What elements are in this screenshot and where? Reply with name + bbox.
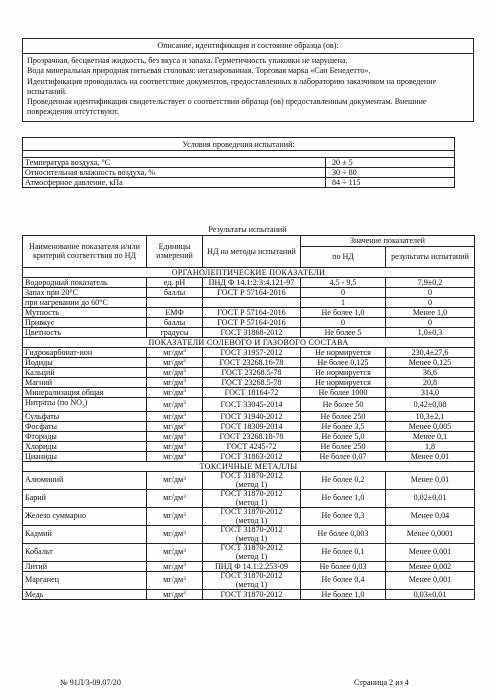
indicator-name [23, 277, 147, 287]
result-value: 10,3±2,1 [386, 412, 475, 422]
norm-value: Не более 1,0 [301, 590, 386, 600]
unit-superscript: 3 [183, 357, 186, 364]
unit-cell [147, 590, 203, 600]
unit-text: мг/дм [163, 475, 184, 485]
table-row [23, 367, 475, 377]
section-header-row [23, 462, 475, 472]
indicator-name [23, 442, 147, 452]
indicator-name [23, 397, 147, 412]
method-note: (метод 1) [235, 533, 268, 543]
unit-text: мг/дм [163, 422, 184, 432]
indicator-name-text: Магний [25, 377, 53, 387]
table-row [23, 432, 475, 442]
norm-value: Не более 250 [301, 442, 386, 452]
indicator-name [23, 590, 147, 600]
unit-cell [147, 562, 203, 572]
norm-value: Не более 0,3 [301, 508, 386, 526]
indicator-name-text: Запах при 20°С [25, 287, 78, 297]
indicator-name [23, 287, 147, 297]
table-row [23, 442, 475, 452]
method-cell [203, 432, 301, 442]
table-row [23, 317, 475, 327]
unit-cell [147, 327, 203, 337]
method-cell [203, 297, 301, 307]
result-value: 230,4±27,6 [386, 347, 475, 357]
indicator-name [23, 544, 147, 562]
unit-superscript: 3 [183, 512, 186, 519]
unit-text: мг/дм [163, 412, 184, 422]
norm-value: 1 [301, 297, 386, 307]
method-cell [203, 412, 301, 422]
norm-value: Не нормируется [301, 367, 386, 377]
indicator-name-text: Хлориды [25, 442, 57, 452]
method-text: ГОСТ 23268.16-78 [219, 357, 284, 367]
result-value: 0,02±0,01 [386, 490, 475, 508]
indicator-name-text: Цветность [25, 327, 62, 337]
table-row [23, 287, 475, 297]
result-value: 314,0 [386, 387, 475, 397]
table-row [23, 562, 475, 572]
method-text: ГОСТ 23268.5-78 [221, 377, 282, 387]
table-row [23, 387, 475, 397]
unit-text: ед. pH [163, 277, 186, 287]
method-cell [203, 327, 301, 337]
section-header-row [23, 337, 475, 347]
unit-text: баллы [163, 317, 186, 327]
unit-cell [147, 297, 203, 307]
table-row [23, 412, 475, 422]
table-row [23, 347, 475, 357]
unit-superscript: 3 [183, 576, 186, 583]
method-note: (метод 1) [235, 479, 268, 489]
unit-cell [147, 307, 203, 317]
table-row [23, 357, 475, 367]
unit-text: мг/дм [163, 590, 184, 600]
unit-text: мг/дм [163, 562, 184, 572]
unit-superscript: 3 [183, 422, 186, 429]
indicator-name-text: Фосфаты [25, 422, 57, 432]
unit-superscript: 3 [183, 347, 186, 354]
result-value: Менее 0,01 [386, 472, 475, 490]
norm-value: Не более 1000 [301, 387, 386, 397]
method-cell [203, 452, 301, 462]
result-value: 0 [386, 317, 475, 327]
header-name: Наименование показателя и/или критерий соответствия по НД [23, 236, 147, 268]
method-text: ГОСТ Р 57164-2016 [217, 317, 286, 327]
indicator-name [23, 432, 147, 442]
indicator-name-text: Кадмий [25, 529, 52, 539]
table-row [23, 397, 475, 412]
condition-value: 30 ÷ 80 [326, 168, 455, 178]
unit-text: мг/дм [163, 367, 184, 377]
method-note: (метод 1) [235, 497, 268, 507]
unit-text: мг/дм [163, 452, 184, 462]
method-cell [203, 422, 301, 432]
indicator-name [23, 572, 147, 590]
unit-text: мг/дм [163, 575, 184, 585]
header-results: результаты испытаний [386, 246, 475, 267]
table-row [23, 327, 475, 337]
norm-value: Не нормируется [301, 347, 386, 357]
unit-text: градусы [160, 327, 189, 337]
unit-superscript: 3 [183, 530, 186, 537]
indicator-name [23, 367, 147, 377]
indicator-name [23, 562, 147, 572]
result-value: 1,0±0,3 [386, 327, 475, 337]
description-line: Проведенная идентификация свидетельствует о соответствии образца (ов) предоставленным документам. Внешние повреждения отсутствуют. [27, 97, 427, 117]
description-title: Описание, идентификация и состояние образца (ов): [23, 39, 474, 54]
result-value: Менее 0,1 [386, 432, 475, 442]
table-row [23, 508, 475, 526]
table-row [23, 544, 475, 562]
result-value: Менее 0,125 [386, 357, 475, 367]
method-text: ГОСТ 31868-2012 [220, 327, 283, 337]
table-row [23, 490, 475, 508]
method-note: (метод 1) [235, 551, 268, 561]
results-title: Результаты испытаний [208, 225, 287, 234]
table-row [23, 572, 475, 590]
method-cell [203, 508, 301, 526]
method-text: ПНД Ф 14.1:2:3:4.121-97 [208, 277, 295, 287]
indicator-name-text: Цианиды [25, 452, 57, 462]
method-cell [203, 357, 301, 367]
description-line: Идентификация проводилась на соответствие документов, предоставленных в лабораторию заказчиком на проведение испытаний. [27, 76, 437, 96]
indicator-name-text: Медь [25, 590, 44, 600]
unit-cell [147, 377, 203, 387]
indicator-name-text: Мутность [25, 307, 59, 317]
unit-text: мг/дм [163, 442, 184, 452]
indicator-name-text: при нагревании до 60°С [25, 297, 108, 307]
result-value: Менее 0,0001 [386, 526, 475, 544]
norm-value: Не более 0,003 [301, 526, 386, 544]
method-cell [203, 317, 301, 327]
indicator-name-text: Алюминий [25, 475, 64, 485]
table-row [23, 277, 475, 287]
unit-text: мг/дм [163, 377, 184, 387]
header-values: Значение показателей [301, 236, 475, 247]
indicator-name-text: Минерализация общая [25, 387, 104, 397]
indicator-name-text: Железо суммарно [25, 511, 87, 521]
section-header-row [23, 267, 475, 277]
method-cell [203, 472, 301, 490]
table-row [23, 472, 475, 490]
norm-value: Не более 0,2 [301, 472, 386, 490]
method-text: ГОСТ 31957-2012 [220, 347, 283, 357]
unit-cell [147, 572, 203, 590]
nitrate-subscript: $_3$) [82, 397, 88, 410]
unit-cell [147, 526, 203, 544]
section-title: ТОКСИЧНЫЕ МЕТАЛЛЫ [23, 462, 475, 472]
method-cell [203, 490, 301, 508]
unit-superscript: 3 [183, 412, 186, 419]
table-row [23, 297, 475, 307]
method-text: ГОСТ Р 57164-2016 [217, 307, 286, 317]
method-cell [203, 367, 301, 377]
table-row [23, 377, 475, 387]
method-cell [203, 590, 301, 600]
result-value: 20,8 [386, 377, 475, 387]
condition-row [23, 158, 455, 168]
unit-cell [147, 397, 203, 412]
method-cell [203, 347, 301, 357]
condition-value: 20 ± 5 [326, 158, 455, 168]
method-cell [203, 387, 301, 397]
indicator-name [23, 377, 147, 387]
unit-superscript: 3 [183, 590, 186, 597]
description-body [23, 54, 474, 122]
condition-name: Температура воздуха, °С [23, 158, 326, 168]
result-value: 0,42±0,08 [386, 397, 475, 412]
unit-cell [147, 422, 203, 432]
unit-cell [147, 508, 203, 526]
header-units: Единицы измерений [147, 236, 203, 268]
unit-text: баллы [163, 287, 186, 297]
norm-value: Не более 0,03 [301, 562, 386, 572]
indicator-name [23, 422, 147, 432]
indicator-name-text: Нитраты (по NO [25, 397, 83, 407]
indicator-name-text: Йодиды [25, 357, 53, 367]
result-value: Менее 0,001 [386, 572, 475, 590]
norm-value: 4,5 - 9,5 [301, 277, 386, 287]
method-text: ГОСТ 18309-2014 [220, 422, 283, 432]
unit-superscript: 3 [183, 476, 186, 483]
method-text: ГОСТ 31863-2012 [220, 452, 283, 462]
unit-text: мг/дм [163, 399, 184, 409]
indicator-name-text: Марганец [25, 575, 60, 585]
condition-row [23, 168, 455, 178]
method-cell [203, 544, 301, 562]
method-text: ГОСТ 23268.5-78 [221, 367, 282, 377]
method-text: ГОСТ 31870-2012 [220, 489, 283, 499]
unit-superscript: 3 [183, 442, 186, 449]
unit-text: мг/дм [163, 347, 184, 357]
unit-cell [147, 412, 203, 422]
norm-value: Не более 0,1 [301, 544, 386, 562]
norm-value: Не более 0,125 [301, 357, 386, 367]
method-text: ГОСТ 31870-2012 [220, 507, 283, 517]
method-cell [203, 397, 301, 412]
norm-value: Не более 1,0 [301, 490, 386, 508]
method-text: ГОСТ Р 57164-2016 [217, 287, 286, 297]
condition-name: Относительная влажность воздуха, % [23, 168, 326, 178]
indicator-name-text: Барий [25, 493, 46, 503]
conditions-title: Условия проведения испытаний: [23, 138, 455, 151]
indicator-name [23, 327, 147, 337]
unit-text: мг/дм [163, 432, 184, 442]
norm-value: 0 [301, 287, 386, 297]
method-cell [203, 277, 301, 287]
unit-superscript: 3 [183, 494, 186, 501]
unit-cell [147, 490, 203, 508]
unit-text: мг/дм [163, 529, 184, 539]
norm-value: Не нормируется [301, 377, 386, 387]
unit-superscript: 3 [183, 562, 186, 569]
result-value: 1,8 [386, 442, 475, 452]
norm-value: Не более 250 [301, 412, 386, 422]
method-text: ГОСТ 31870-2012 [220, 571, 283, 581]
indicator-name [23, 526, 147, 544]
indicator-name [23, 490, 147, 508]
indicator-name-text: Кальций [25, 367, 55, 377]
result-value: 0,03±0,01 [386, 590, 475, 600]
unit-cell [147, 387, 203, 397]
unit-superscript: 3 [183, 452, 186, 459]
table-row [23, 452, 475, 462]
indicator-name-text: Водородный показатель [25, 277, 108, 287]
result-value: 0 [386, 287, 475, 297]
norm-value: Не более 0,4 [301, 572, 386, 590]
unit-cell [147, 432, 203, 442]
norm-value: 0 [301, 317, 386, 327]
result-value: Менее 0,002 [386, 562, 475, 572]
unit-cell [147, 442, 203, 452]
header-by-nd: по НД [301, 246, 386, 267]
indicator-name [23, 297, 147, 307]
header-method: НД на методы испытаний [203, 236, 301, 268]
unit-text: ЕМФ [165, 307, 184, 317]
section-title: ПОКАЗАТЕЛИ СОЛЕВОГО И ГАЗОВОГО СОСТАВА [23, 337, 475, 347]
section-title: ОРГАНОЛЕПТИЧЕСКИЕ ПОКАЗАТЕЛИ [23, 267, 475, 277]
norm-value: Не более 3,5 [301, 422, 386, 432]
unit-superscript: 3 [183, 387, 186, 394]
unit-superscript: 3 [183, 432, 186, 439]
method-cell [203, 572, 301, 590]
unit-superscript: 3 [183, 377, 186, 384]
indicator-name [23, 317, 147, 327]
method-text: ГОСТ 31870-2012 [220, 471, 283, 481]
indicator-name [23, 508, 147, 526]
norm-value: Не более 5,0 [301, 432, 386, 442]
indicator-name [23, 452, 147, 462]
norm-value: Не более 50 [301, 397, 386, 412]
norm-value: Не более 0,07 [301, 452, 386, 462]
unit-text: мг/дм [163, 493, 184, 503]
table-row [23, 422, 475, 432]
indicator-name [23, 472, 147, 490]
unit-superscript: 3 [183, 548, 186, 555]
unit-cell [147, 347, 203, 357]
results-table [22, 235, 475, 600]
table-row [23, 307, 475, 317]
method-text: ГОСТ 4245-72 [226, 442, 277, 452]
method-note: (метод 1) [235, 515, 268, 525]
condition-value: 84 ÷ 115 [326, 178, 455, 188]
method-cell [203, 442, 301, 452]
unit-cell [147, 367, 203, 377]
norm-value: Не более 1,0 [301, 307, 386, 317]
document-number: № 91Л/3-09.07/20 [60, 678, 121, 687]
method-cell [203, 307, 301, 317]
results-body [23, 267, 475, 600]
method-text: ГОСТ 33045-2014 [220, 399, 283, 409]
method-text: ГОСТ 18164-72 [224, 387, 279, 397]
indicator-name [23, 357, 147, 367]
test-conditions-table [22, 137, 455, 188]
indicator-name [23, 387, 147, 397]
unit-cell [147, 472, 203, 490]
unit-cell [147, 452, 203, 462]
method-text: ГОСТ 23268.18-78 [219, 432, 284, 442]
method-cell [203, 526, 301, 544]
method-text: ПНД Ф 14.1:2.253-09 [214, 562, 289, 572]
indicator-name [23, 347, 147, 357]
unit-superscript: 3 [183, 399, 186, 406]
description-line: Прозрачная, бесцветная жидкость, без вкуса и запаха. Герметичность упаковки не нарушена. [27, 56, 348, 65]
method-text: ГОСТ 31870-2012 [220, 590, 283, 600]
result-value: 7,9±0,2 [386, 277, 475, 287]
result-value: 36,6 [386, 367, 475, 377]
page-number: Страница 2 из 4 [354, 678, 409, 687]
norm-value: Не более 5 [301, 327, 386, 337]
result-value: Менее 0,001 [386, 544, 475, 562]
indicator-name-text: Привкус [25, 317, 55, 327]
unit-cell [147, 287, 203, 297]
unit-text: мг/дм [163, 357, 184, 367]
unit-cell [147, 317, 203, 327]
indicator-name-text: Сульфаты [25, 412, 60, 422]
description-line: Вода минеральная природная питьевая столовая: негазированная. Торговая марка «Сан Бенедетто». [27, 66, 371, 76]
unit-text: мг/дм [163, 511, 184, 521]
result-value: Менее 0,04 [386, 508, 475, 526]
result-value: Менее 0,01 [386, 452, 475, 462]
indicator-name [23, 412, 147, 422]
condition-row [23, 178, 455, 188]
indicator-name-text: Литий [25, 562, 48, 572]
result-value: Менее 0,005 [386, 422, 475, 432]
unit-cell [147, 357, 203, 367]
table-row [23, 526, 475, 544]
unit-text: мг/дм [163, 547, 184, 557]
unit-cell [147, 277, 203, 287]
method-cell [203, 377, 301, 387]
sample-description-table [22, 38, 474, 122]
method-text: ГОСТ 31870-2012 [220, 525, 283, 535]
condition-name: Атмосферное давление, кПа [23, 178, 326, 188]
method-note: (метод 1) [235, 579, 268, 589]
unit-cell [147, 544, 203, 562]
indicator-name-text: Гидрокарбонат-ион [25, 347, 93, 357]
method-text: ГОСТ 31870-2012 [220, 543, 283, 553]
indicator-name-text: Фториды [25, 432, 57, 442]
result-value: 0 [386, 297, 475, 307]
result-value: Менее 1,0 [386, 307, 475, 317]
method-cell [203, 287, 301, 297]
indicator-name [23, 307, 147, 317]
method-cell [203, 562, 301, 572]
method-text: ГОСТ 31940-2012 [220, 412, 283, 422]
indicator-name-text: Кобальт [25, 547, 53, 557]
unit-text: мг/дм [163, 387, 184, 397]
unit-superscript: 3 [183, 367, 186, 374]
table-row [23, 590, 475, 600]
